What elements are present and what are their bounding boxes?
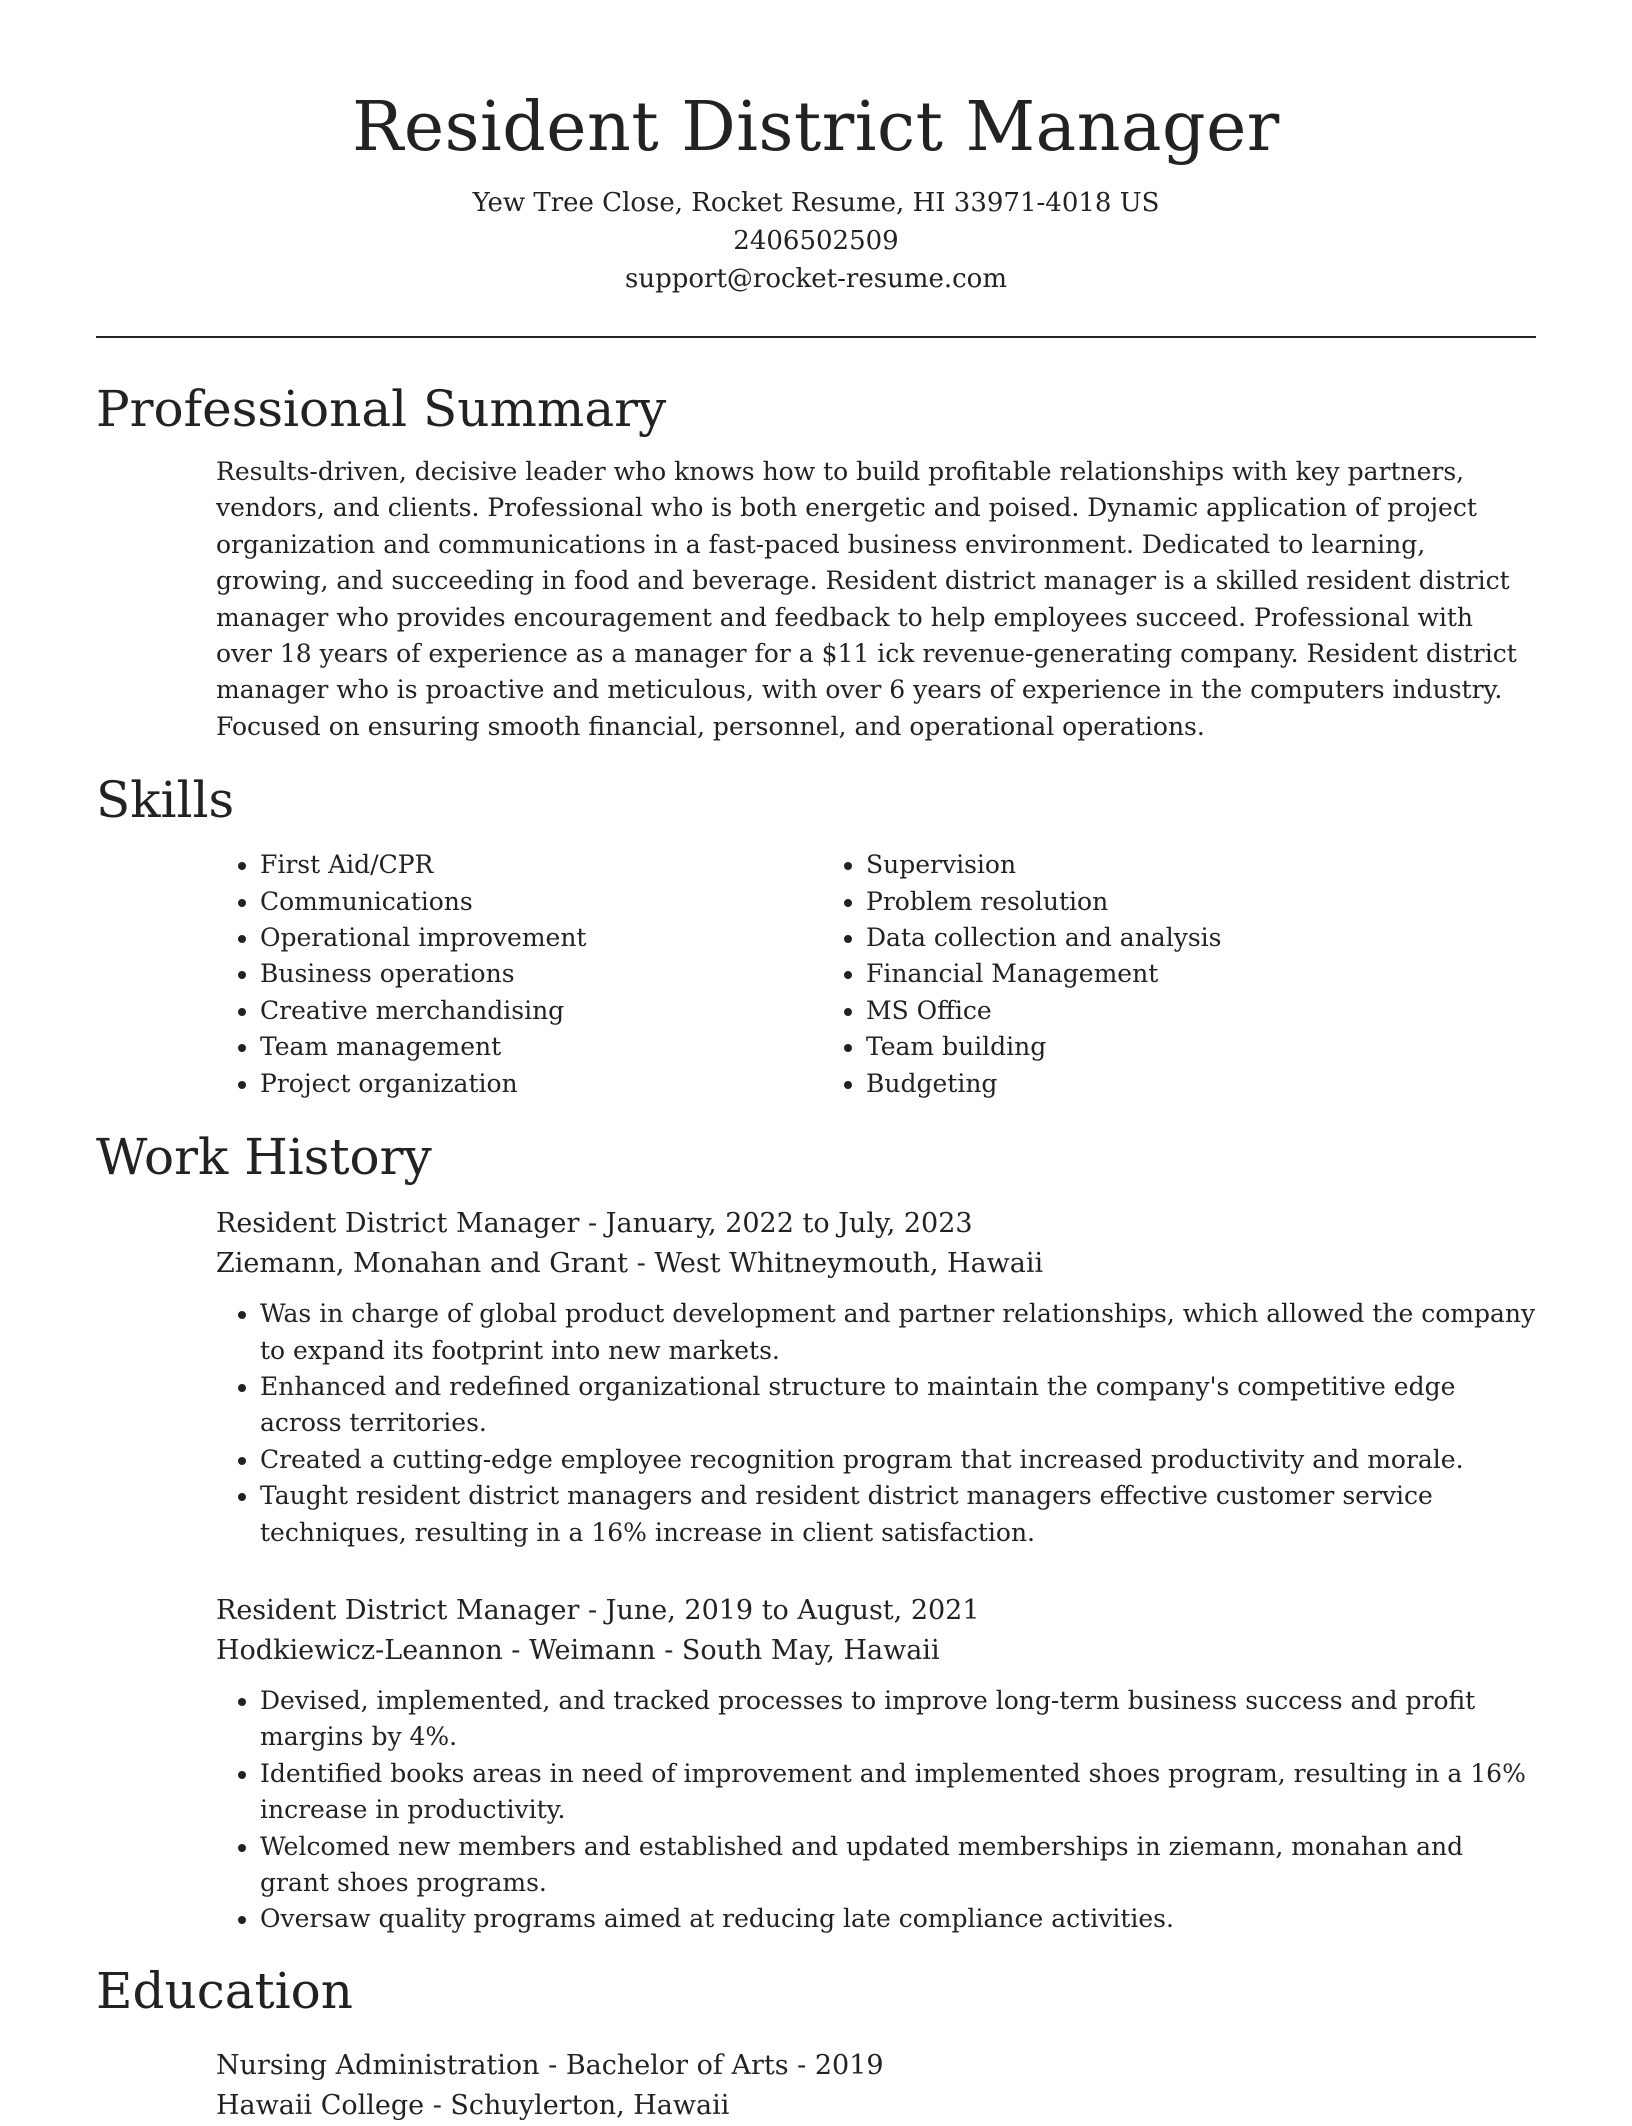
skills-list-left <box>216 847 822 1102</box>
skill-item: • Operational improvement <box>260 920 822 956</box>
job-bullets <box>216 1296 1536 1551</box>
skills-section <box>216 847 1536 1102</box>
skill-item: • Project organization <box>260 1066 822 1102</box>
section-title-summary: Professional Summary <box>96 380 667 438</box>
job-title-dates: Resident District Manager - June, 2019 to August, 2021 <box>216 1594 980 1626</box>
skills-list-right <box>822 847 1422 1102</box>
email-address: support@rocket-resume.com <box>624 264 1007 294</box>
address: Yew Tree Close, Rocket Resume, HI 33971-4018 US <box>472 188 1160 218</box>
skills-columns <box>216 847 1536 1102</box>
skill-item: • Communications <box>260 884 822 920</box>
phone-number: 2406502509 <box>733 226 899 256</box>
job-bullet: • Created a cutting-edge employee recognition program that increased productivity and morale. <box>260 1442 1536 1478</box>
skill-item: • Problem resolution <box>866 884 1422 920</box>
job-bullets <box>216 1683 1536 1938</box>
job-bullet: • Identified books areas in need of improvement and implemented shoes program, resulting in a 16% increase in productivity. <box>260 1756 1536 1829</box>
job-bullet: • Welcomed new members and established and updated memberships in ziemann, monahan and grant shoes programs. <box>260 1829 1536 1902</box>
job-bullet: • Was in charge of global product development and partner relationships, which allowed the company to expand its footprint into new markets. <box>260 1296 1536 1369</box>
skill-item: • Financial Management <box>866 956 1422 992</box>
contact-info <box>96 184 1536 298</box>
skill-item: • First Aid/CPR <box>260 847 822 883</box>
job-employer-location: Hodkiewicz-Leannon - Weimann - South May, Hawaii <box>216 1634 940 1666</box>
job-title-dates: Resident District Manager - January, 2022 to July, 2023 <box>216 1208 973 1240</box>
work-history-section <box>216 1204 1536 1938</box>
header-divider <box>96 336 1536 338</box>
school-line: Hawaii College - Schuylerton, Hawaii <box>216 2089 730 2121</box>
job-bullet: • Taught resident district managers and resident district managers effective customer service techniques, resulting in a 16% increase in client satisfaction. <box>260 1478 1536 1551</box>
resume-header <box>96 0 1536 298</box>
summary-section <box>216 454 1536 745</box>
skill-item: • Business operations <box>260 956 822 992</box>
skill-item: • Team management <box>260 1029 822 1065</box>
education-section <box>216 2046 1536 2126</box>
job-bullet: • Oversaw quality programs aimed at reducing late compliance activities. <box>260 1901 1536 1937</box>
section-title-work-history: Work History <box>96 1128 432 1187</box>
job-entry <box>216 1204 1536 1551</box>
skill-item: • Data collection and analysis <box>866 920 1422 956</box>
section-title-skills: Skills <box>96 771 235 830</box>
job-bullet: • Devised, implemented, and tracked processes to improve long-term business success and profit margins by 4%. <box>260 1683 1536 1756</box>
job-bullet: • Enhanced and redefined organizational structure to maintain the company's competitive edge across territories. <box>260 1369 1536 1442</box>
education-entry <box>216 2046 1536 2126</box>
summary-text: Results-driven, decisive leader who knows how to build profitable relationships with key partners, vendors, and clients. Professional who is both energetic and poised. Dynamic application of project organization and communications in a fast-paced business environment. Dedicated to learning, growing, and succeeding in food and beverage. Resident district manager is a skilled resident district manager who provides encouragement and feedback to help employees succeed. Professional with over 18 years of experience as a manager for a $11 ick revenue-generating company. Resident district manager who is proactive and meticulous, with over 6 years of experience in the computers industry. Focused on ensuring smooth financial, personnel, and operational operations. <box>216 457 1517 741</box>
job-entry <box>216 1591 1536 1938</box>
resume-page <box>96 0 1536 2126</box>
skill-item: • Budgeting <box>866 1066 1422 1102</box>
skill-item: • Creative merchandising <box>260 993 822 1029</box>
section-title-education: Education <box>96 1961 353 2020</box>
candidate-name: Resident District Manager <box>352 88 1280 167</box>
job-employer-location: Ziemann, Monahan and Grant - West Whitneymouth, Hawaii <box>216 1248 1044 1280</box>
degree-line: Nursing Administration - Bachelor of Arts - 2019 <box>216 2049 884 2081</box>
skill-item: • Supervision <box>866 847 1422 883</box>
skill-item: • Team building <box>866 1029 1422 1065</box>
skill-item: • MS Office <box>866 993 1422 1029</box>
